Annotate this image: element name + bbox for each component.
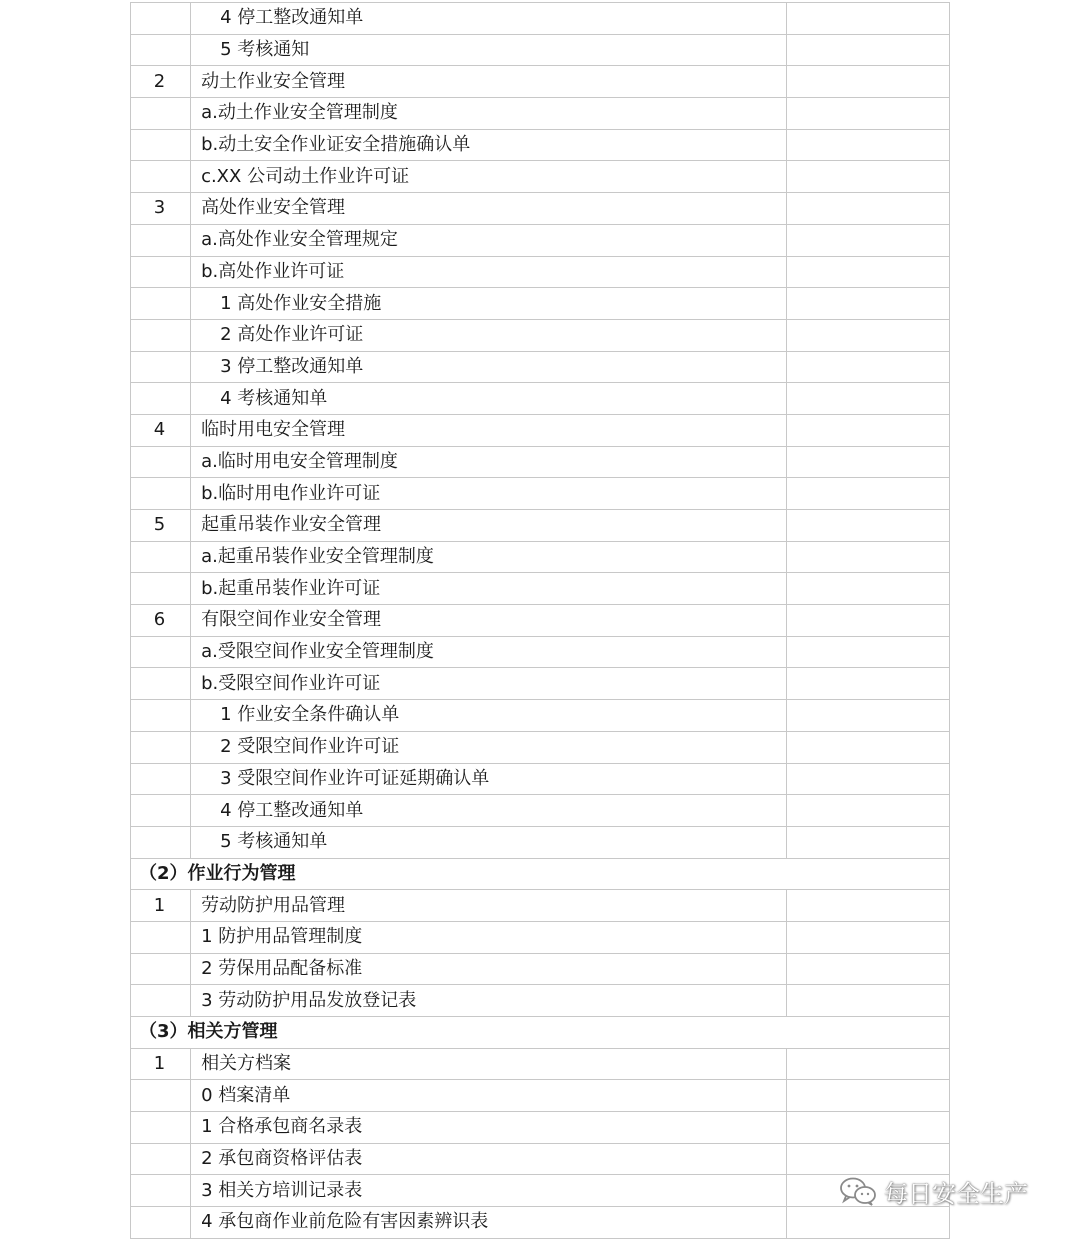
remarks-cell — [786, 541, 949, 573]
item-number-cell — [131, 34, 191, 66]
table-row — [131, 921, 950, 953]
remarks-cell — [786, 478, 949, 510]
table-row — [131, 193, 950, 225]
remarks-cell — [786, 795, 949, 827]
remarks-cell — [786, 1207, 949, 1239]
item-text-cell: a.动土作业安全管理制度 — [191, 98, 787, 130]
item-number-cell — [131, 636, 191, 668]
remarks-cell — [786, 129, 949, 161]
item-text-cell: 有限空间作业安全管理 — [191, 605, 787, 637]
section-header-row — [131, 1017, 950, 1049]
item-number-cell: 3 — [131, 193, 191, 225]
table-row — [131, 129, 950, 161]
item-number-cell — [131, 668, 191, 700]
remarks-cell — [786, 319, 949, 351]
table-row — [131, 700, 950, 732]
item-text-cell: 3 劳动防护用品发放登记表 — [191, 985, 787, 1017]
remarks-cell — [786, 953, 949, 985]
remarks-cell — [786, 34, 949, 66]
remarks-cell — [786, 763, 949, 795]
item-text-cell: b.临时用电作业许可证 — [191, 478, 787, 510]
table-row — [131, 34, 950, 66]
table-row — [131, 1143, 950, 1175]
table-row — [131, 668, 950, 700]
item-text-cell: 4 考核通知单 — [191, 383, 787, 415]
item-number-cell: 5 — [131, 510, 191, 542]
table-row — [131, 1175, 950, 1207]
item-text-cell: 1 合格承包商名录表 — [191, 1112, 787, 1144]
section-header: （2）作业行为管理 — [131, 858, 950, 890]
item-text-cell: 5 考核通知 — [191, 34, 787, 66]
item-number-cell — [131, 541, 191, 573]
item-number-cell: 1 — [131, 1048, 191, 1080]
table-row — [131, 478, 950, 510]
item-text-cell: 相关方档案 — [191, 1048, 787, 1080]
item-number-cell — [131, 700, 191, 732]
item-number-cell: 2 — [131, 66, 191, 98]
table-row — [131, 446, 950, 478]
item-number-cell — [131, 953, 191, 985]
item-text-cell: a.高处作业安全管理规定 — [191, 224, 787, 256]
remarks-cell — [786, 731, 949, 763]
item-text-cell: 1 高处作业安全措施 — [191, 288, 787, 320]
item-number-cell: 1 — [131, 890, 191, 922]
remarks-cell — [786, 383, 949, 415]
item-text-cell: a.受限空间作业安全管理制度 — [191, 636, 787, 668]
item-number-cell — [131, 573, 191, 605]
table-row — [131, 66, 950, 98]
item-number-cell — [131, 985, 191, 1017]
remarks-cell — [786, 224, 949, 256]
table-row — [131, 383, 950, 415]
item-number-cell — [131, 1175, 191, 1207]
table-row — [131, 510, 950, 542]
item-number-cell — [131, 161, 191, 193]
item-number-cell — [131, 224, 191, 256]
item-text-cell: b.动土安全作业证安全措施确认单 — [191, 129, 787, 161]
remarks-cell — [786, 1112, 949, 1144]
table-row — [131, 763, 950, 795]
table-row — [131, 731, 950, 763]
item-text-cell: 2 高处作业许可证 — [191, 319, 787, 351]
table-row — [131, 985, 950, 1017]
remarks-cell — [786, 668, 949, 700]
table-body — [131, 3, 950, 1239]
item-number-cell — [131, 826, 191, 858]
remarks-cell — [786, 890, 949, 922]
item-text-cell: 4 停工整改通知单 — [191, 795, 787, 827]
remarks-cell — [786, 256, 949, 288]
item-number-cell — [131, 383, 191, 415]
item-number-cell — [131, 731, 191, 763]
table-row — [131, 890, 950, 922]
table-row — [131, 795, 950, 827]
table-row — [131, 351, 950, 383]
item-text-cell: a.起重吊装作业安全管理制度 — [191, 541, 787, 573]
item-text-cell: 0 档案清单 — [191, 1080, 787, 1112]
remarks-cell — [786, 636, 949, 668]
table-row — [131, 1112, 950, 1144]
item-text-cell: c.XX 公司动土作业许可证 — [191, 161, 787, 193]
table-row — [131, 605, 950, 637]
item-number-cell — [131, 446, 191, 478]
table-row — [131, 288, 950, 320]
item-text-cell: 劳动防护用品管理 — [191, 890, 787, 922]
remarks-cell — [786, 826, 949, 858]
item-text-cell: 4 停工整改通知单 — [191, 3, 787, 35]
item-text-cell: 高处作业安全管理 — [191, 193, 787, 225]
item-number-cell — [131, 98, 191, 130]
item-number-cell: 4 — [131, 414, 191, 446]
table-row — [131, 98, 950, 130]
item-text-cell: 临时用电安全管理 — [191, 414, 787, 446]
table-row — [131, 224, 950, 256]
remarks-cell — [786, 288, 949, 320]
table-row — [131, 414, 950, 446]
section-header-row — [131, 858, 950, 890]
section-header: （3）相关方管理 — [131, 1017, 950, 1049]
table-row — [131, 3, 950, 35]
item-number-cell — [131, 351, 191, 383]
item-text-cell: 3 受限空间作业许可证延期确认单 — [191, 763, 787, 795]
item-text-cell: b.高处作业许可证 — [191, 256, 787, 288]
item-text-cell: 2 承包商资格评估表 — [191, 1143, 787, 1175]
wechat-icon — [838, 1175, 878, 1207]
table-row — [131, 573, 950, 605]
item-text-cell: b.受限空间作业许可证 — [191, 668, 787, 700]
item-number-cell — [131, 319, 191, 351]
watermark-text: 每日安全生产 — [884, 1179, 1028, 1208]
item-number-cell — [131, 763, 191, 795]
remarks-cell — [786, 985, 949, 1017]
table-row — [131, 256, 950, 288]
remarks-cell — [786, 510, 949, 542]
item-text-cell: 3 相关方培训记录表 — [191, 1175, 787, 1207]
item-text-cell: 1 防护用品管理制度 — [191, 921, 787, 953]
table-row — [131, 1080, 950, 1112]
table-row — [131, 636, 950, 668]
item-number-cell — [131, 288, 191, 320]
remarks-cell — [786, 414, 949, 446]
item-number-cell — [131, 256, 191, 288]
item-number-cell — [131, 478, 191, 510]
item-text-cell: b.起重吊装作业许可证 — [191, 573, 787, 605]
item-number-cell — [131, 129, 191, 161]
remarks-cell — [786, 1143, 949, 1175]
remarks-cell — [786, 573, 949, 605]
item-number-cell — [131, 795, 191, 827]
remarks-cell — [786, 605, 949, 637]
item-number-cell — [131, 921, 191, 953]
table-row — [131, 1207, 950, 1239]
watermark — [838, 1174, 1028, 1208]
item-number-cell — [131, 1112, 191, 1144]
item-text-cell: 2 劳保用品配备标准 — [191, 953, 787, 985]
table-row — [131, 826, 950, 858]
item-text-cell: a.临时用电安全管理制度 — [191, 446, 787, 478]
table-row — [131, 319, 950, 351]
table-row — [131, 953, 950, 985]
item-text-cell: 动土作业安全管理 — [191, 66, 787, 98]
document-table — [130, 2, 950, 1239]
item-number-cell — [131, 3, 191, 35]
remarks-cell — [786, 1080, 949, 1112]
item-number-cell — [131, 1080, 191, 1112]
remarks-cell — [786, 700, 949, 732]
item-number-cell — [131, 1207, 191, 1239]
item-text-cell: 起重吊装作业安全管理 — [191, 510, 787, 542]
item-number-cell — [131, 1143, 191, 1175]
table-row — [131, 161, 950, 193]
item-text-cell: 4 承包商作业前危险有害因素辨识表 — [191, 1207, 787, 1239]
table-row — [131, 541, 950, 573]
remarks-cell — [786, 161, 949, 193]
remarks-cell — [786, 3, 949, 35]
table-row — [131, 1048, 950, 1080]
item-number-cell: 6 — [131, 605, 191, 637]
item-text-cell: 5 考核通知单 — [191, 826, 787, 858]
remarks-cell — [786, 351, 949, 383]
remarks-cell — [786, 1048, 949, 1080]
remarks-cell — [786, 446, 949, 478]
remarks-cell — [786, 66, 949, 98]
remarks-cell — [786, 98, 949, 130]
remarks-cell — [786, 193, 949, 225]
remarks-cell — [786, 921, 949, 953]
item-text-cell: 1 作业安全条件确认单 — [191, 700, 787, 732]
item-text-cell: 3 停工整改通知单 — [191, 351, 787, 383]
item-text-cell: 2 受限空间作业许可证 — [191, 731, 787, 763]
